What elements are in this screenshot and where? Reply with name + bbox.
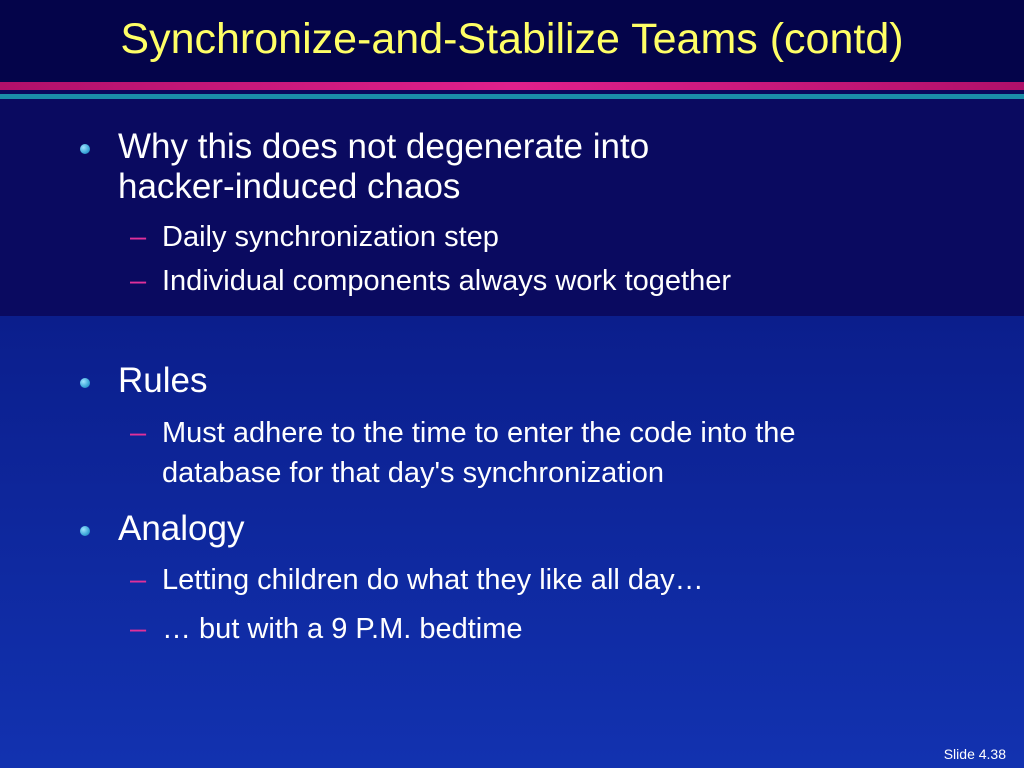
sub-bullet-text: Letting children do what they like all day…	[162, 564, 704, 596]
bullet-icon	[80, 144, 90, 154]
bullet-text: Analogy	[118, 509, 245, 548]
dash-icon: –	[130, 417, 147, 449]
sub-bullet-text: Daily synchronization step	[162, 221, 499, 253]
sub-bullet-text: Must adhere to the time to enter the code into the	[162, 417, 796, 449]
sub-bullet-text: … but with a 9 P.M. bedtime	[162, 613, 523, 645]
sub-bullet-text: database for that day's synchronization	[162, 457, 665, 489]
bullet-icon	[80, 378, 90, 388]
dash-icon: –	[130, 221, 147, 253]
bullet-text: hacker-induced chaos	[118, 167, 461, 206]
dash-icon: –	[130, 564, 147, 596]
dash-icon: –	[130, 265, 147, 297]
bullet-text: Why this does not degenerate into	[118, 127, 650, 166]
sub-bullet-text: Individual components always work together	[162, 265, 732, 297]
dash-icon: –	[130, 613, 147, 645]
slide-number: Slide 4.38	[943, 746, 1006, 762]
bullet-text: Rules	[118, 361, 208, 400]
slide-title: Synchronize-and-Stabilize Teams (contd)	[120, 15, 904, 63]
bullet-icon	[80, 526, 90, 536]
